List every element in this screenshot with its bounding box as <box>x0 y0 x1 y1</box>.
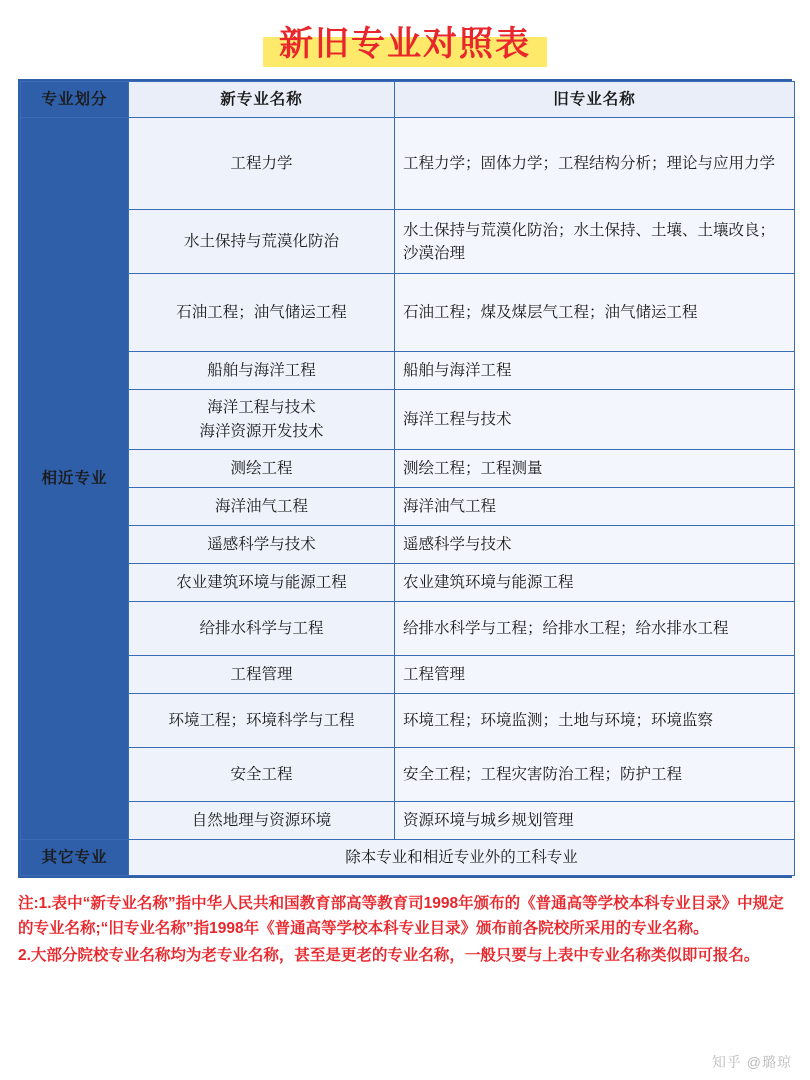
new-major-line-2: 海洋资源开发技术 <box>199 422 324 440</box>
old-major-cell: 给排水科学与工程；给排水工程；给水排水工程 <box>395 601 795 655</box>
new-major-line-1: 海洋工程与技术 <box>207 399 316 417</box>
new-major-cell: 给排水科学与工程 <box>129 601 395 655</box>
header-old-name: 旧专业名称 <box>395 82 795 118</box>
footnote-2: 2.大部分院校专业名称均为老专业名称，甚至是更老的专业名称，一般只要与上表中专业名称类似即可报名。 <box>18 946 760 964</box>
table-row <box>21 352 795 390</box>
old-major-cell: 工程管理 <box>395 655 795 693</box>
comparison-table-container <box>18 79 792 878</box>
table-row <box>21 118 795 210</box>
new-major-cell: 安全工程 <box>129 747 395 801</box>
other-majors-text: 除本专业和相近专业外的工科专业 <box>129 839 795 875</box>
table-row <box>21 655 795 693</box>
group-label-similar: 相近专业 <box>21 118 129 840</box>
old-major-cell: 海洋油气工程 <box>395 487 795 525</box>
new-major-cell: 测绘工程 <box>129 449 395 487</box>
new-major-cell: 自然地理与资源环境 <box>129 801 395 839</box>
table-row-other <box>21 839 795 875</box>
table-header-row <box>21 82 795 118</box>
footnote-1: 注:1.表中“新专业名称”指中华人民共和国教育部高等教育司1998年颁布的《普通高等学校本科专业目录》中规定的专业名称;“旧专业名称”指1998年《普通高等学校本科专业目录》颁布前各院校所采用的专业名称。 <box>18 895 784 937</box>
old-major-cell: 安全工程；工程灾害防治工程；防护工程 <box>395 747 795 801</box>
table-row <box>21 563 795 601</box>
table-row <box>21 747 795 801</box>
table-row <box>21 210 795 274</box>
new-major-cell: 石油工程；油气储运工程 <box>129 274 395 352</box>
old-major-cell: 环境工程；环境监测；土地与环境；环境监察 <box>395 693 795 747</box>
new-major-cell: 工程力学 <box>129 118 395 210</box>
old-major-cell: 石油工程；煤及煤层气工程；油气储运工程 <box>395 274 795 352</box>
old-major-cell: 船舶与海洋工程 <box>395 352 795 390</box>
old-major-cell: 遥感科学与技术 <box>395 525 795 563</box>
watermark: 知乎 @璐琼 <box>711 1054 792 1070</box>
header-new-name: 新专业名称 <box>129 82 395 118</box>
new-major-cell <box>129 390 395 450</box>
new-major-cell: 遥感科学与技术 <box>129 525 395 563</box>
title-banner <box>0 0 810 79</box>
old-major-cell: 资源环境与城乡规划管理 <box>395 801 795 839</box>
page-title: 新旧专业对照表 <box>263 14 547 69</box>
old-major-cell: 水土保持与荒漠化防治；水土保持、土壤、土壤改良；沙漠治理 <box>395 210 795 274</box>
new-major-cell: 环境工程；环境科学与工程 <box>129 693 395 747</box>
old-major-cell: 海洋工程与技术 <box>395 390 795 450</box>
new-major-cell: 工程管理 <box>129 655 395 693</box>
table-row <box>21 801 795 839</box>
group-label-other: 其它专业 <box>21 839 129 875</box>
table-row <box>21 601 795 655</box>
new-major-cell: 水土保持与荒漠化防治 <box>129 210 395 274</box>
comparison-table <box>20 81 795 876</box>
table-row <box>21 487 795 525</box>
old-major-cell: 测绘工程；工程测量 <box>395 449 795 487</box>
table-row <box>21 274 795 352</box>
header-division: 专业划分 <box>21 82 129 118</box>
table-row <box>21 693 795 747</box>
table-row <box>21 449 795 487</box>
new-major-cell: 农业建筑环境与能源工程 <box>129 563 395 601</box>
new-major-cell: 海洋油气工程 <box>129 487 395 525</box>
table-row <box>21 525 795 563</box>
new-major-cell: 船舶与海洋工程 <box>129 352 395 390</box>
old-major-cell: 工程力学；固体力学；工程结构分析；理论与应用力学 <box>395 118 795 210</box>
table-row <box>21 390 795 450</box>
old-major-cell: 农业建筑环境与能源工程 <box>395 563 795 601</box>
footnotes <box>18 892 792 968</box>
